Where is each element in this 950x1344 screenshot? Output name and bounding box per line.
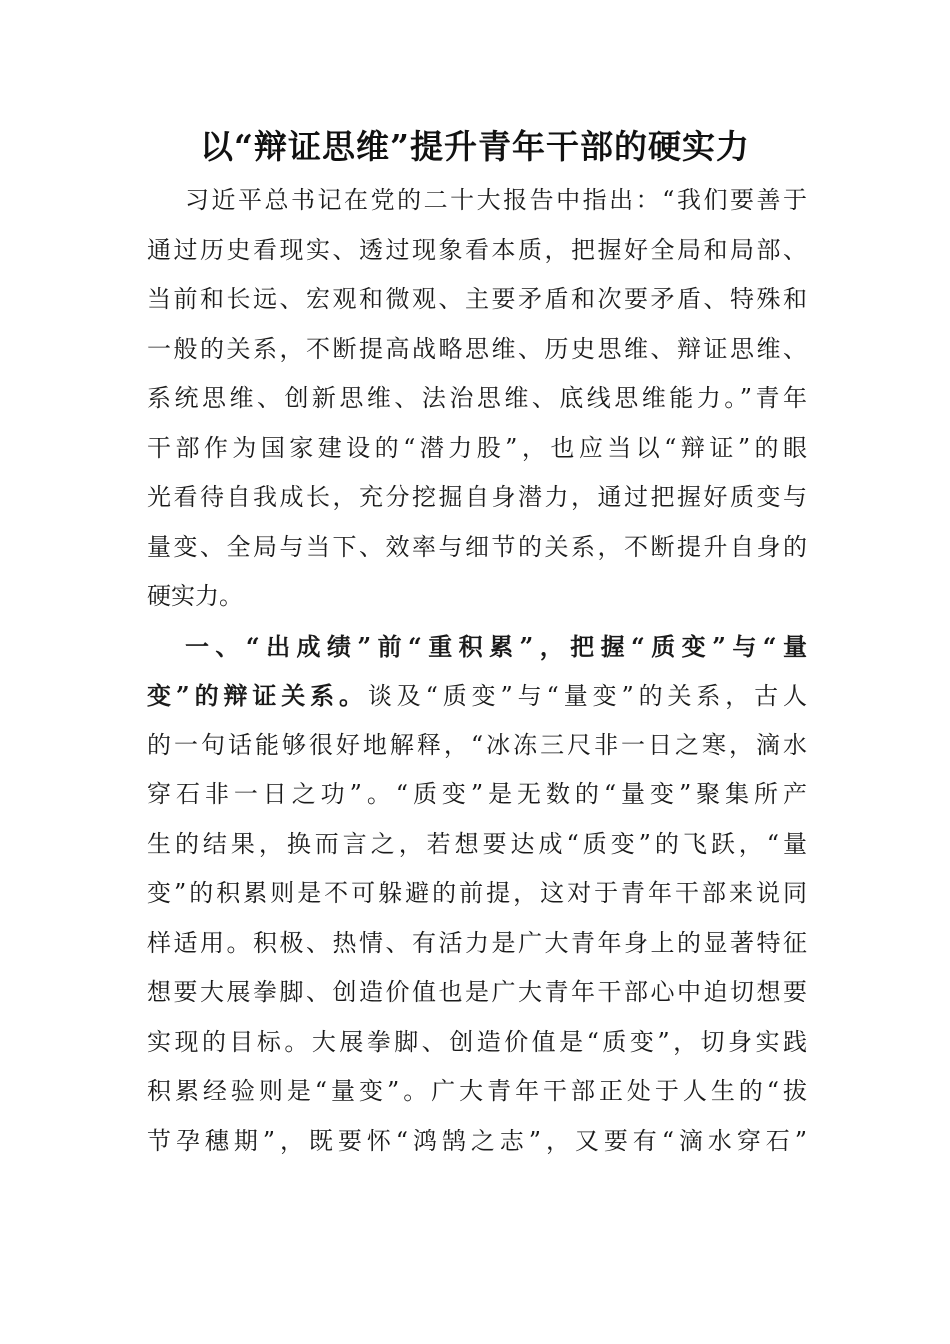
- paragraph-line: 习近平总书记在党的二十大报告中指出：“我们要善于: [185, 186, 807, 214]
- paragraph-line: 的一句话能够很好地解释，“冰冻三尺非一日之寒，滴水: [147, 730, 807, 759]
- paragraph-line: 当前和长远、宏观和微观、主要矛盾和次要矛盾、特殊和: [147, 285, 807, 313]
- paragraph-line: 生的结果，换而言之，若想要达成“质变”的飞跃，“量: [147, 829, 807, 858]
- section-heading-end: 变”的辩证关系。: [147, 681, 368, 710]
- paragraph-line: 系统思维、创新思维、法治思维、底线思维能力。”青年: [147, 384, 807, 412]
- document-body: [147, 176, 807, 1166]
- paragraph-line: 光看待自我成长，充分挖掘自身潜力，通过把握好质变与: [147, 483, 807, 511]
- paragraph-line: 穿石非一日之功”。“质变”是无数的“量变”聚集所产: [147, 780, 807, 808]
- section-heading: 一、“出成绩”前“重积累”，把握“质变”与“量: [185, 631, 807, 661]
- paragraph-line: 变”的积累则是不可躲避的前提，这对于青年干部来说同: [147, 879, 807, 907]
- paragraph-line: 节孕穗期”，既要怀“鸿鹄之志”，又要有“滴水穿石”: [147, 1126, 807, 1155]
- paragraph-text: 谈及“质变”与“量变”的关系，古人: [367, 682, 807, 710]
- document-title: 以“辩证思维”提升青年干部的硬实力: [200, 127, 750, 166]
- paragraph-line: 一般的关系，不断提高战略思维、历史思维、辩证思维、: [147, 334, 807, 363]
- paragraph-line: 样适用。积极、热情、有活力是广大青年身上的显著特征: [147, 928, 807, 957]
- paragraph-line: 实现的目标。大展拳脚、创造价值是“质变”，切身实践: [147, 1027, 807, 1056]
- paragraph-line: 积累经验则是“量变”。广大青年干部正处于人生的“拔: [147, 1077, 807, 1105]
- paragraph-line: 量变、全局与当下、效率与细节的关系，不断提升自身的: [147, 532, 807, 561]
- paragraph-line: 硬实力。: [147, 582, 243, 610]
- paragraph-line: 通过历史看现实、透过现象看本质，把握好全局和局部、: [147, 235, 807, 264]
- paragraph-line: 干部作为国家建设的“潜力股”，也应当以“辩证”的眼: [147, 433, 807, 462]
- paragraph-line-mixed: [147, 671, 807, 721]
- paragraph-line: 想要大展拳脚、创造价值也是广大青年干部心中迫切想要: [147, 978, 807, 1006]
